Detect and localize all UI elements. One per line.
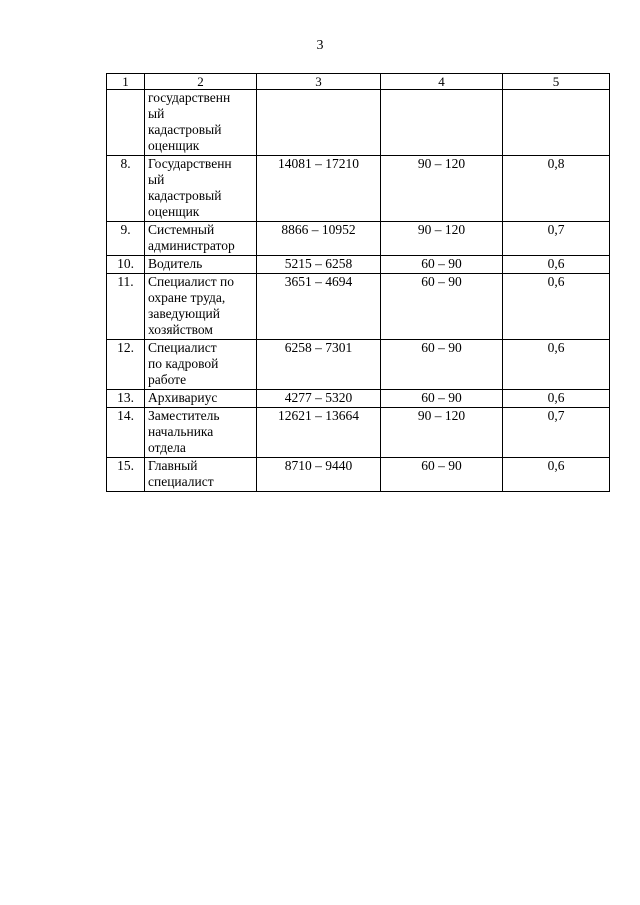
coefficient: 0,6: [503, 458, 610, 492]
position-name: Заместитель начальника отдела: [145, 408, 257, 458]
table-header-row: [107, 74, 610, 90]
row-number: [107, 90, 145, 156]
table-row: [107, 390, 610, 408]
column-header: 4: [381, 74, 503, 90]
days-range: 90 – 120: [381, 408, 503, 458]
salary-range: 12621 – 13664: [257, 408, 381, 458]
salary-range: 8710 – 9440: [257, 458, 381, 492]
row-number: 9.: [107, 222, 145, 256]
table-row: [107, 90, 610, 156]
coefficient: [503, 90, 610, 156]
row-number: 14.: [107, 408, 145, 458]
days-range: 60 – 90: [381, 340, 503, 390]
column-header: 1: [107, 74, 145, 90]
column-header: 2: [145, 74, 257, 90]
coefficient: 0,8: [503, 156, 610, 222]
position-name: Специалист по охране труда, заведующий хозяйством: [145, 274, 257, 340]
salary-range: 8866 – 10952: [257, 222, 381, 256]
salary-range: 5215 – 6258: [257, 256, 381, 274]
days-range: 60 – 90: [381, 274, 503, 340]
column-header: 3: [257, 74, 381, 90]
position-name: Государственн ый кадастровый оценщик: [145, 156, 257, 222]
row-number: 10.: [107, 256, 145, 274]
position-name: Специалист по кадровой работе: [145, 340, 257, 390]
positions-table: [106, 73, 610, 492]
column-header: 5: [503, 74, 610, 90]
coefficient: 0,7: [503, 222, 610, 256]
row-number: 12.: [107, 340, 145, 390]
position-name: Главный специалист: [145, 458, 257, 492]
position-name: Системный администратор: [145, 222, 257, 256]
days-range: 60 – 90: [381, 256, 503, 274]
coefficient: 0,7: [503, 408, 610, 458]
days-range: 60 – 90: [381, 390, 503, 408]
salary-range: [257, 90, 381, 156]
position-name: Водитель: [145, 256, 257, 274]
row-number: 13.: [107, 390, 145, 408]
salary-range: 3651 – 4694: [257, 274, 381, 340]
salary-range: 6258 – 7301: [257, 340, 381, 390]
days-range: 90 – 120: [381, 222, 503, 256]
row-number: 8.: [107, 156, 145, 222]
coefficient: 0,6: [503, 390, 610, 408]
table-row: [107, 340, 610, 390]
coefficient: 0,6: [503, 274, 610, 340]
coefficient: 0,6: [503, 256, 610, 274]
days-range: [381, 90, 503, 156]
table-row: [107, 222, 610, 256]
position-name: государственн ый кадастровый оценщик: [145, 90, 257, 156]
days-range: 90 – 120: [381, 156, 503, 222]
table-row: [107, 408, 610, 458]
days-range: 60 – 90: [381, 458, 503, 492]
table-row: [107, 458, 610, 492]
row-number: 11.: [107, 274, 145, 340]
page-number: 3: [316, 38, 324, 53]
salary-range: 4277 – 5320: [257, 390, 381, 408]
salary-range: 14081 – 17210: [257, 156, 381, 222]
coefficient: 0,6: [503, 340, 610, 390]
position-name: Архивариус: [145, 390, 257, 408]
table-row: [107, 256, 610, 274]
row-number: 15.: [107, 458, 145, 492]
table-row: [107, 156, 610, 222]
table-row: [107, 274, 610, 340]
